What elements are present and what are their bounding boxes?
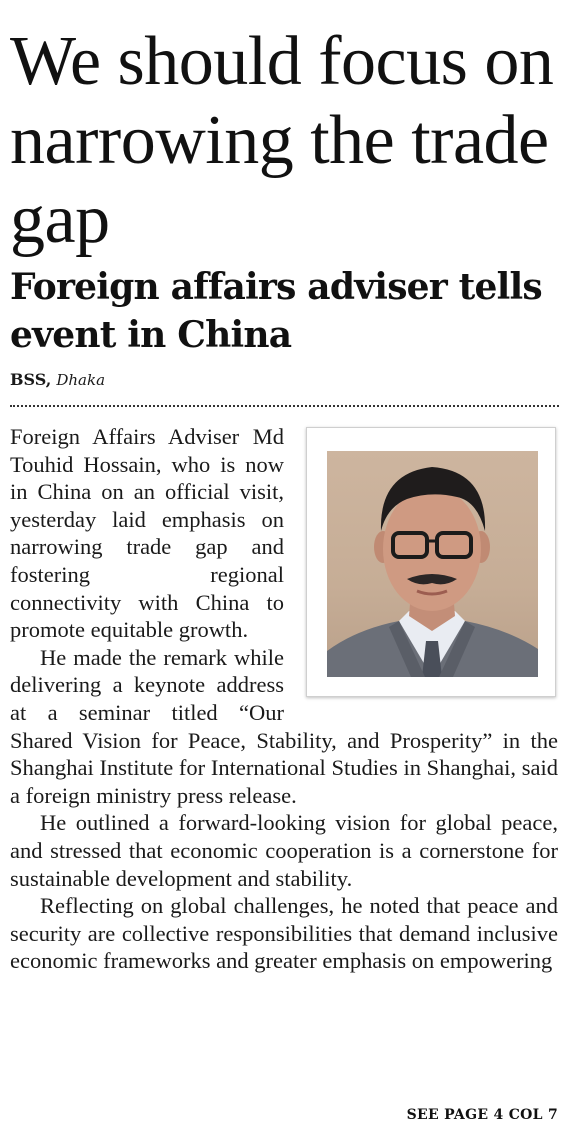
portrait-photo	[327, 451, 538, 677]
headline: We should focus on narrowing the trade gap	[10, 23, 554, 258]
paragraph: Reflecting on global challenges, he noted that peace and security are collective responsibilities that demand inclusive economic frameworks and greater emphasis on empowering	[10, 893, 558, 974]
paragraph: He made the remark while delivering a keynote address at a seminar titled “Our Shared Vision for Peace, Stability, and Prosperity” in the Shanghai Institute for International Studies in Shanghai, said a foreign ministry press release.	[10, 644, 558, 808]
subheadline: Foreign affairs adviser tells event in China	[10, 266, 542, 356]
byline-agency: BSS,	[10, 370, 52, 389]
article-body	[10, 423, 558, 975]
byline-location: Dhaka	[56, 371, 106, 389]
continuation-jump: SEE PAGE 4 COL 7	[406, 1107, 558, 1123]
portrait-photo-frame	[306, 427, 556, 697]
paragraph: Foreign Affairs Adviser Md Touhid Hossain, who is now in China on an official visit, yesterday laid emphasis on narrowing trade gap and fostering regional connectivity with China to promote equitable growth.	[10, 424, 284, 643]
dotted-divider	[10, 405, 559, 407]
byline	[10, 370, 105, 390]
paragraph: He outlined a forward-looking vision for global peace, and stressed that economic cooperation is a cornerstone for sustainable development and stability.	[10, 810, 558, 891]
